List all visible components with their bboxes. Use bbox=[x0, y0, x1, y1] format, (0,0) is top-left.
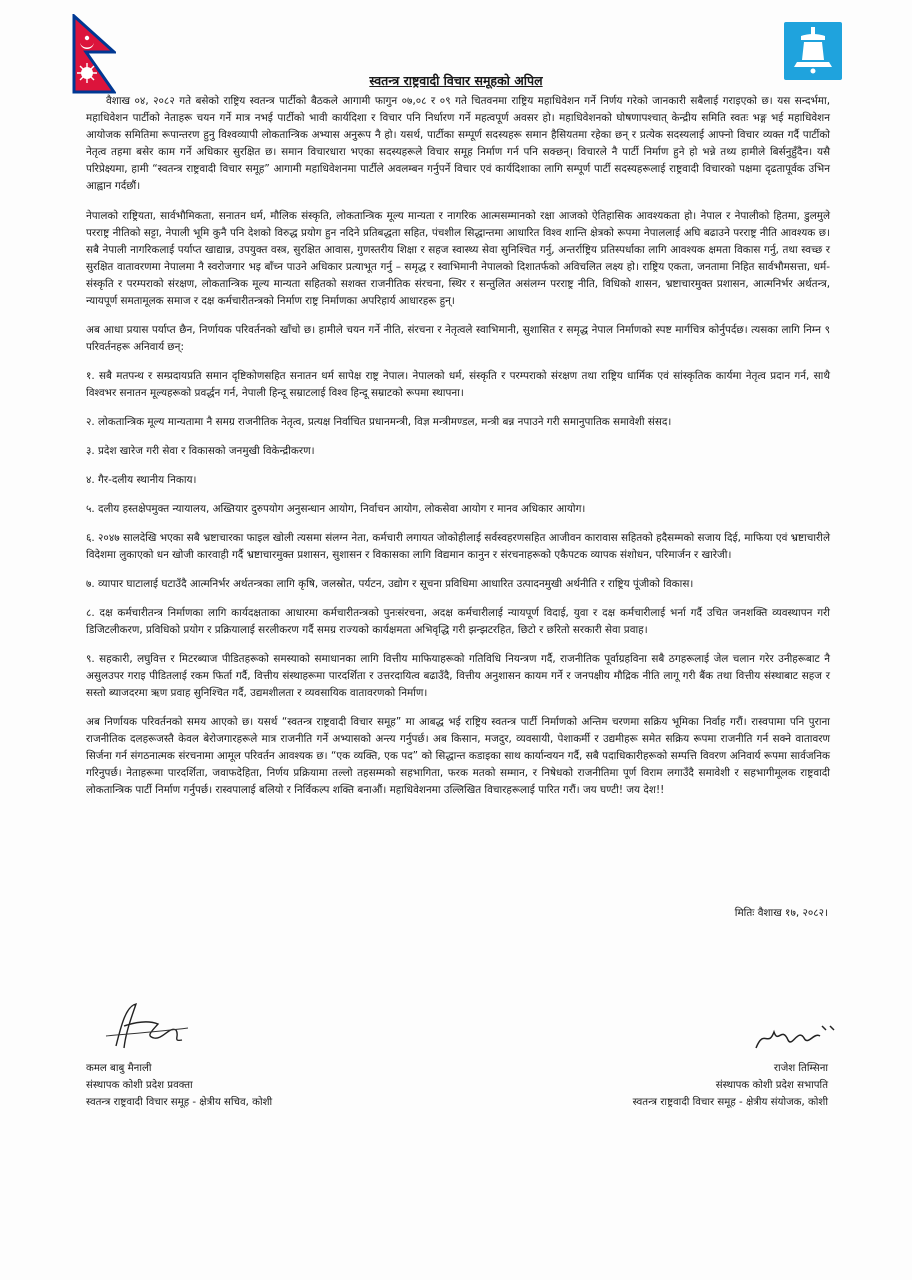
list-item: ७. व्यापार घाटालाई घटाउँदै आत्मनिर्भर अर्थतन्त्रका लागि कृषि, जलस्रोत, पर्यटन, उद्योग र सूचना प्रविधिमा आधारित उत्पादनमुखी अर्थनीति र राष्ट्रिय पूंजीको विकास। bbox=[86, 578, 694, 590]
signature-right-icon bbox=[750, 1018, 840, 1058]
letter-body bbox=[86, 93, 830, 811]
signatory-role: संस्थापक कोशी प्रदेश सभापति bbox=[715, 1080, 828, 1091]
list-item: १. सबै मतपन्थ र सम्प्रदायप्रति समान दृष्टिकोणसहित सनातन धर्म सापेक्ष राष्ट्र नेपाल। नेपालको धर्म, संस्कृति र परम्पराको संरक्षण तथा राष्ट्रिय धार्मिक एवं सांस्कृतिक कार्यमा नेतृत्व प्रदान गर्न, साथै विश्वभर सनातन मूल्यहरूको प्रवर्द्धन गर्न, नेपाली हिन्दू सम्राटलाई विश्व हिन्दू सम्राटको रूपमा स्थापना। bbox=[86, 370, 830, 399]
signature-left-icon bbox=[96, 996, 196, 1056]
letter-date: मितिः वैशाख १७, २०८२। bbox=[734, 907, 828, 919]
list-item: ४. गैर-दलीय स्थानीय निकाय। bbox=[86, 474, 197, 486]
signatory-right bbox=[633, 1060, 828, 1111]
list-item: ८. दक्ष कर्मचारीतन्त्र निर्माणका लागि कार्यदक्षताका आधारमा कर्मचारीतन्त्रको पुनःसंरचना, अदक्ष कर्मचारीलाई न्यायपूर्ण विदाई, युवा र दक्ष कर्मचारीलाई भर्ना गर्दै उचित जनशक्ति व्यवस्थापन गरी डिजिटलीकरण, प्रविधिको प्रयोग र प्रक्रियालाई सरलीकरण गर्दै समग्र राज्यको कार्यक्षमता अभिवृद्धि गरी झन्झटरहित, छिटो र छरितो सरकारी सेवा प्रवाह। bbox=[86, 607, 830, 636]
signatory-name: कमल बाबु मैनाली bbox=[86, 1063, 152, 1074]
intro-paragraph: वैशाख ०४, २०८२ गते बसेको राष्ट्रिय स्वतन्त्र पार्टीको बैठकले आगामी फागुन ०७,०८ र ०९ गते चितवनमा राष्ट्रिय महाधिवेशन गर्ने निर्णय गरेको जानकारी सबैलाई गराइएको छ। यस सन्दर्भमा, महाधिवेशन पार्टीको नेताहरू चयन गर्ने मात्र नभई पार्टीको भावी कार्यदिशा र विचार पनि निर्धारण गर्ने महत्वपूर्ण अवसर हो। महाधिवेशनको घोषणापश्चात् केन्द्रीय समिति स्वतः भङ्ग भई महाधिवेशन आयोजक समितिमा रूपान्तरण हुनु विश्वव्यापी लोकतान्त्रिक अभ्यास अनुरूप नै हो। यसर्थ, पार्टीका सम्पूर्ण सदस्यहरू समान हैसियतमा रहेका छन् र प्रत्येक सदस्यलाई आफ्नो विचार व्यक्त गर्दै पार्टीको नेतृत्व तहमा बसेर काम गर्ने अधिकार सुरक्षित छ। समान विचारधारा भएका सदस्यहरूले विचार समूह निर्माण गर्न पनि सक्छन्। विचारले नै पार्टी निर्माण हुने हो भन्ने तथ्य हामीले बिर्सनुहुँदैन। यसै परिप्रेक्ष्यमा, हामी “स्वतन्त्र राष्ट्रवादी विचार समूह” आगामी महाधिवेशनमा पार्टीले अवलम्बन गर्नुपर्ने विचार एवं कार्यदिशाका लागि सम्पूर्ण पार्टी सदस्यहरूलाई राष्ट्रवादी विचारको पक्षमा दृढतापूर्वक उभिन आह्वान गर्दछौं। bbox=[86, 95, 830, 192]
list-item: ९. सहकारी, लघुवित्त र मिटरब्याज पीडितहरूको समस्याको समाधानका लागि वित्तीय माफियाहरूको गतिविधि नियन्त्रण गर्दै, राजनीतिक पूर्वाग्रहविना सबै ठगहरूलाई जेल चलान गरेर उनीहरूबाट नै असुलउपर गराइ पीडितलाई रकम फिर्ता गर्दै, वित्तीय संस्थाहरूमा पारदर्शिता र उत्तरदायित्व बढाउँदै, वित्तीय अनुशासन कायम गर्ने र जनपक्षीय मौद्रिक नीति लागू गरी बैंक तथा वित्तीय संस्थाबाट सहज र सस्तो ब्याजदरमा ऋण प्रवाह सुनिश्चित गर्दै, उद्यमशीलता र व्यवसायिक वातावरणको निर्माण। bbox=[86, 653, 830, 699]
change-paragraph: अब आधा प्रयास पर्याप्त छैन, निर्णायक परिवर्तनको खाँचो छ। हामीले चयन गर्ने नीति, संरचना र नेतृत्वले स्वाभिमानी, सुशासित र समृद्ध नेपाल निर्माणको स्पष्ट मार्गचित्र कोर्नुपर्दछ। त्यसका लागि निम्न ९ परिवर्तनहरू अनिवार्य छन्: bbox=[86, 324, 830, 353]
signatory-name: राजेश तिम्सिना bbox=[773, 1063, 828, 1074]
page-title: स्वतन्त्र राष्ट्रवादी विचार समूहको अपिल bbox=[369, 73, 543, 88]
list-item: ३. प्रदेश खारेज गरी सेवा र विकासको जनमुखी विकेन्द्रीकरण। bbox=[86, 445, 315, 457]
signatory-role: संस्थापक कोशी प्रदेश प्रवक्ता bbox=[86, 1080, 193, 1091]
list-item: २. लोकतान्त्रिक मूल्य मान्यतामा नै समग्र राजनीतिक नेतृत्व, प्रत्यक्ष निर्वाचित प्रधानमन्त्री, विज्ञ मन्त्रीमण्डल, मन्त्री बन्न नपाउने गरी समानुपातिक समावेशी संसद। bbox=[86, 416, 672, 428]
nation-paragraph: नेपालको राष्ट्रियता, सार्वभौमिकता, सनातन धर्म, मौलिक संस्कृति, लोकतान्त्रिक मूल्य मान्यता र नागरिक आत्मसम्मानको रक्षा आजको ऐतिहासिक आवश्यकता हो। नेपाल र नेपालीको हितमा, डुलमुले परराष्ट्र नीतिको सट्टा, नेपाली भूमि कुनै पनि देशको विरुद्ध प्रयोग हुन नदिने प्रतिबद्धता सहित, पंचशील सिद्धान्तमा आधारित विश्व शान्ति क्षेत्रको रूपमा नेपाललाई अघि बढाउने परराष्ट्र नीति आवश्यक छ। सबै नेपाली नागरिकलाई पर्याप्त खाद्यान्न, उपयुक्त वस्त्र, सुरक्षित आवास, गुणस्तरीय शिक्षा र सहज स्वास्थ्य सेवा सुनिश्चित गर्नु, अन्तर्राष्ट्रिय प्रतिस्पर्धाका लागि आवश्यक क्षमता विकास गर्नु, तथा स्वच्छ र सुरक्षित वातावरणमा नेपालमा नै स्वरोजगार भइ बाँच्न पाउने अधिकार प्रत्याभूत गर्नु – समृद्ध र स्वाभिमानी नेपालको दिशातर्फको अविचलित लक्ष्य हो। राष्ट्रिय एकता, जनतामा निहित सार्वभौमसत्ता, धर्म-संस्कृति र परम्पराको संरक्षण, लोकतान्त्रिक मूल्य मान्यता सहितको सशक्त राजनीतिक संरचना, स्थिर र सन्तुलित असंलग्न परराष्ट्र नीति, विधिको शासन, भ्रष्टाचारमुक्त प्रशासन, आत्मनिर्भर अर्थतन्त्र, न्यायपूर्ण समतामूलक समाज र दक्ष कर्मचारीतन्त्रको निर्माण राष्ट्र निर्माणका अपरिहार्य आधारहरू हुन्। bbox=[86, 210, 830, 307]
list-item: ६. २०४७ सालदेखि भएका सबै भ्रष्टाचारका फाइल खोली त्यसमा संलग्न नेता, कर्मचारी लगायत जोकोहीलाई सर्वस्वहरणसहित आजीवन कारावास सहितको हदैसम्मको सजाय दिई, माफिया एवं भ्रष्टाचारीले विदेशमा लुकाएको धन खोजी कारवाही गर्दै भ्रष्टाचारमुक्त प्रशासन, सुशासन र विकासका लागि विद्यमान कानुन र संरचनाहरूको एकैपटक व्यापक संशोधन, परिमार्जन र खारेजी। bbox=[86, 532, 830, 561]
signatory-left bbox=[86, 1060, 272, 1111]
closing-paragraph: अब निर्णायक परिवर्तनको समय आएको छ। यसर्थ “स्वतन्त्र राष्ट्रवादी विचार समूह” मा आबद्ध भई राष्ट्रिय स्वतन्त्र पार्टी निर्माणको अन्तिम चरणमा सक्रिय भूमिका निर्वाह गरौं। रास्वपामा पनि पुराना राजनीतिक दलहरूजस्तै केवल बेरोजगारहरूले मात्र राजनीति गर्ने अभ्यासको अन्त्य गर्नुपर्छ। अब किसान, मजदुर, व्यवसायी, पेशाकर्मी र उद्यमीहरू समेत सक्रिय रूपमा राजनीति गर्न सक्ने वातावरण सिर्जना गर्न संगठनात्मक संरचनामा आमूल परिवर्तन आवश्यक छ। “एक व्यक्ति, एक पद” को सिद्धान्त कडाइका साथ कार्यान्वयन गर्दै, सबै पदाधिकारीहरूको सम्पत्ति विवरण अनिवार्य रूपमा सार्वजनिक गरिनुपर्छ। नेताहरूमा पारदर्शिता, जवाफदेहिता, निर्णय प्रक्रियामा तल्लो तहसम्मको सहभागिता, फरक मतको सम्मान, र निषेधको राजनीतिमा पूर्ण विराम लगाउँदै समावेशी र सहभागीमूलक राष्ट्रवादी लोकतान्त्रिक पार्टी निर्माण गर्नुपर्छ। रास्वपालाई बलियो र निर्विकल्प शक्ति बनाऔं। महाधिवेशनमा उल्लिखित विचारहरूलाई पारित गरौं। जय घण्टी! जय देश!! bbox=[86, 716, 830, 796]
signatory-group: स्वतन्त्र राष्ट्रवादी विचार समूह - क्षेत्रीय संयोजक, कोशी bbox=[632, 1097, 828, 1108]
signatory-group: स्वतन्त्र राष्ट्रवादी विचार समूह - क्षेत्रीय सचिव, कोशी bbox=[86, 1097, 273, 1108]
list-item: ५. दलीय हस्तक्षेपमुक्त न्यायालय, अख्तियार दुरुपयोग अनुसन्धान आयोग, निर्वाचन आयोग, लोकसेवा आयोग र मानव अधिकार आयोग। bbox=[86, 503, 586, 515]
